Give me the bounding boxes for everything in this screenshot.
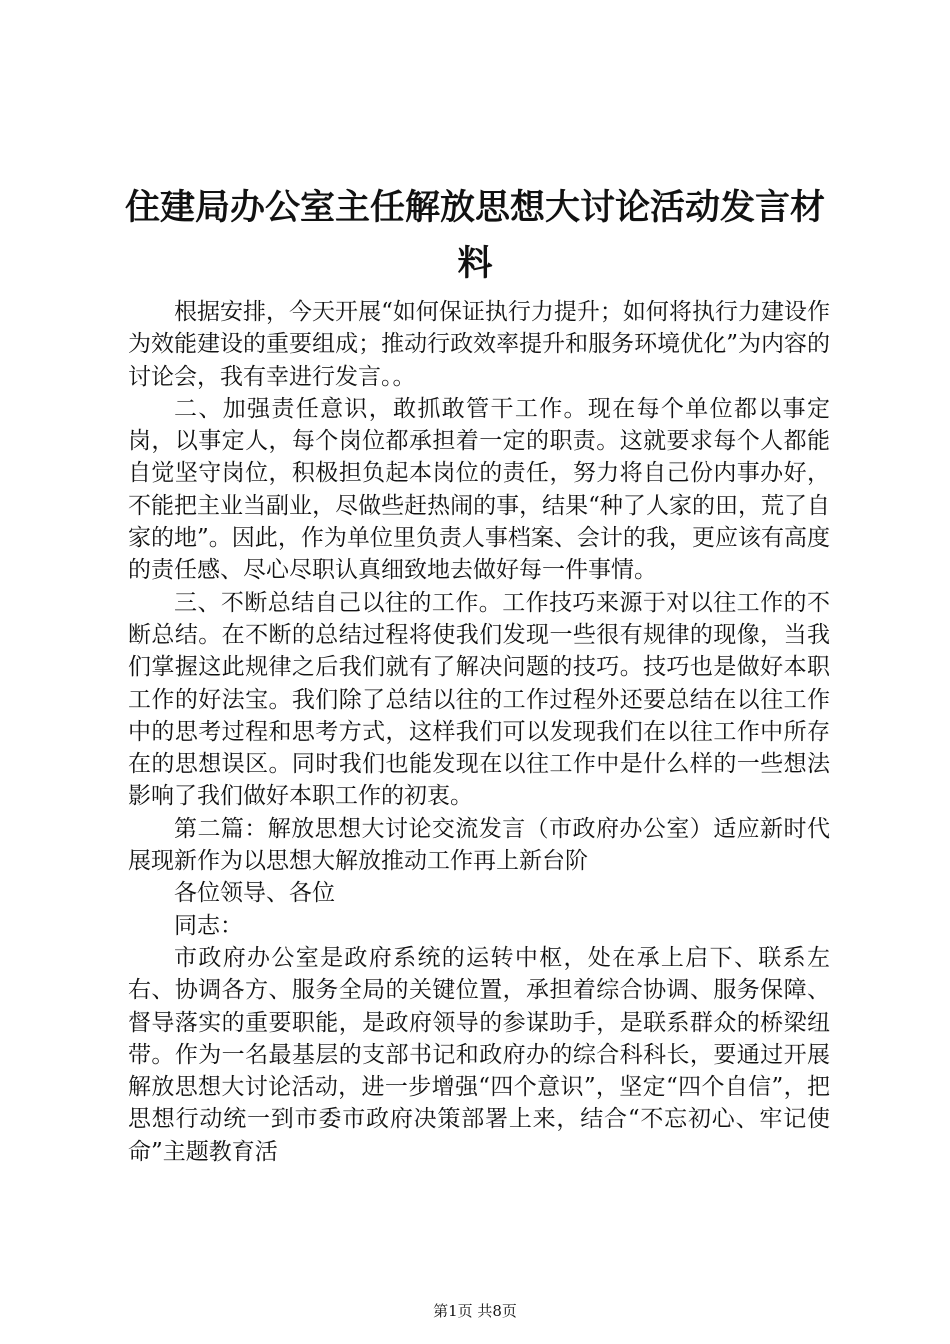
document-body	[128, 296, 830, 1168]
paragraph: 三、不断总结自己以往的工作。工作技巧来源于对以往工作的不断总结。在不断的总结过程将使我们发现一些很有规律的现像，当我们掌握这此规律之后我们就有了解决问题的技巧。技巧也是做好本职工作的好法宝。我们除了总结以往的工作过程外还要总结在以往工作中的思考过程和思考方式，这样我们可以发现我们在以往工作中所存在的思想误区。同时我们也能发现在以往工作中是什么样的一些想法影响了我们做好本职工作的初衷。	[128, 589, 830, 810]
paragraph: 根据安排，今天开展“如何保证执行力提升；如何将执行力建设作为效能建设的重要组成；推动行政效率提升和服务环境优化”为内容的讨论会，我有幸进行发言。。	[128, 299, 830, 390]
paragraph: 同志：	[174, 912, 243, 939]
paragraph: 各位领导、各位	[174, 880, 335, 907]
document-title: 住建局办公室主任解放思想大讨论活动发言材料	[124, 187, 825, 284]
paragraph: 市政府办公室是政府系统的运转中枢，处在承上启下、联系左右、协调各方、服务全局的关键位置，承担着综合协调、服务保障、督导落实的重要职能，是政府领导的参谋助手，是联系群众的桥梁纽带。作为一名最基层的支部书记和政府办的综合科科长，要通过开展解放思想大讨论活动，进一步增强“四个意识”，坚定“四个自信”，把思想行动统一到市委市政府决策部署上来，结合“不忘初心、牢记使命”主题教育活	[128, 944, 830, 1165]
paragraph: 二、加强责任意识，敢抓敢管干工作。现在每个单位都以事定岗，以事定人，每个岗位都承担着一定的职责。这就要求每个人都能自觉坚守岗位，积极担负起本岗位的责任，努力将自己份内事办好，不能把主业当副业，尽做些赶热闹的事，结果“种了人家的田，荒了自家的地”。因此，作为单位里负责人事档案、会计的我，更应该有高度的责任感、尽心尽职认真细致地去做好每一件事情。	[128, 395, 830, 584]
page-number: 第1页 共8页	[433, 1302, 517, 1320]
paragraph: 第二篇：解放思想大讨论交流发言（市政府办公室）适应新时代展现新作为以思想大解放推动工作再上新台阶	[128, 815, 830, 875]
